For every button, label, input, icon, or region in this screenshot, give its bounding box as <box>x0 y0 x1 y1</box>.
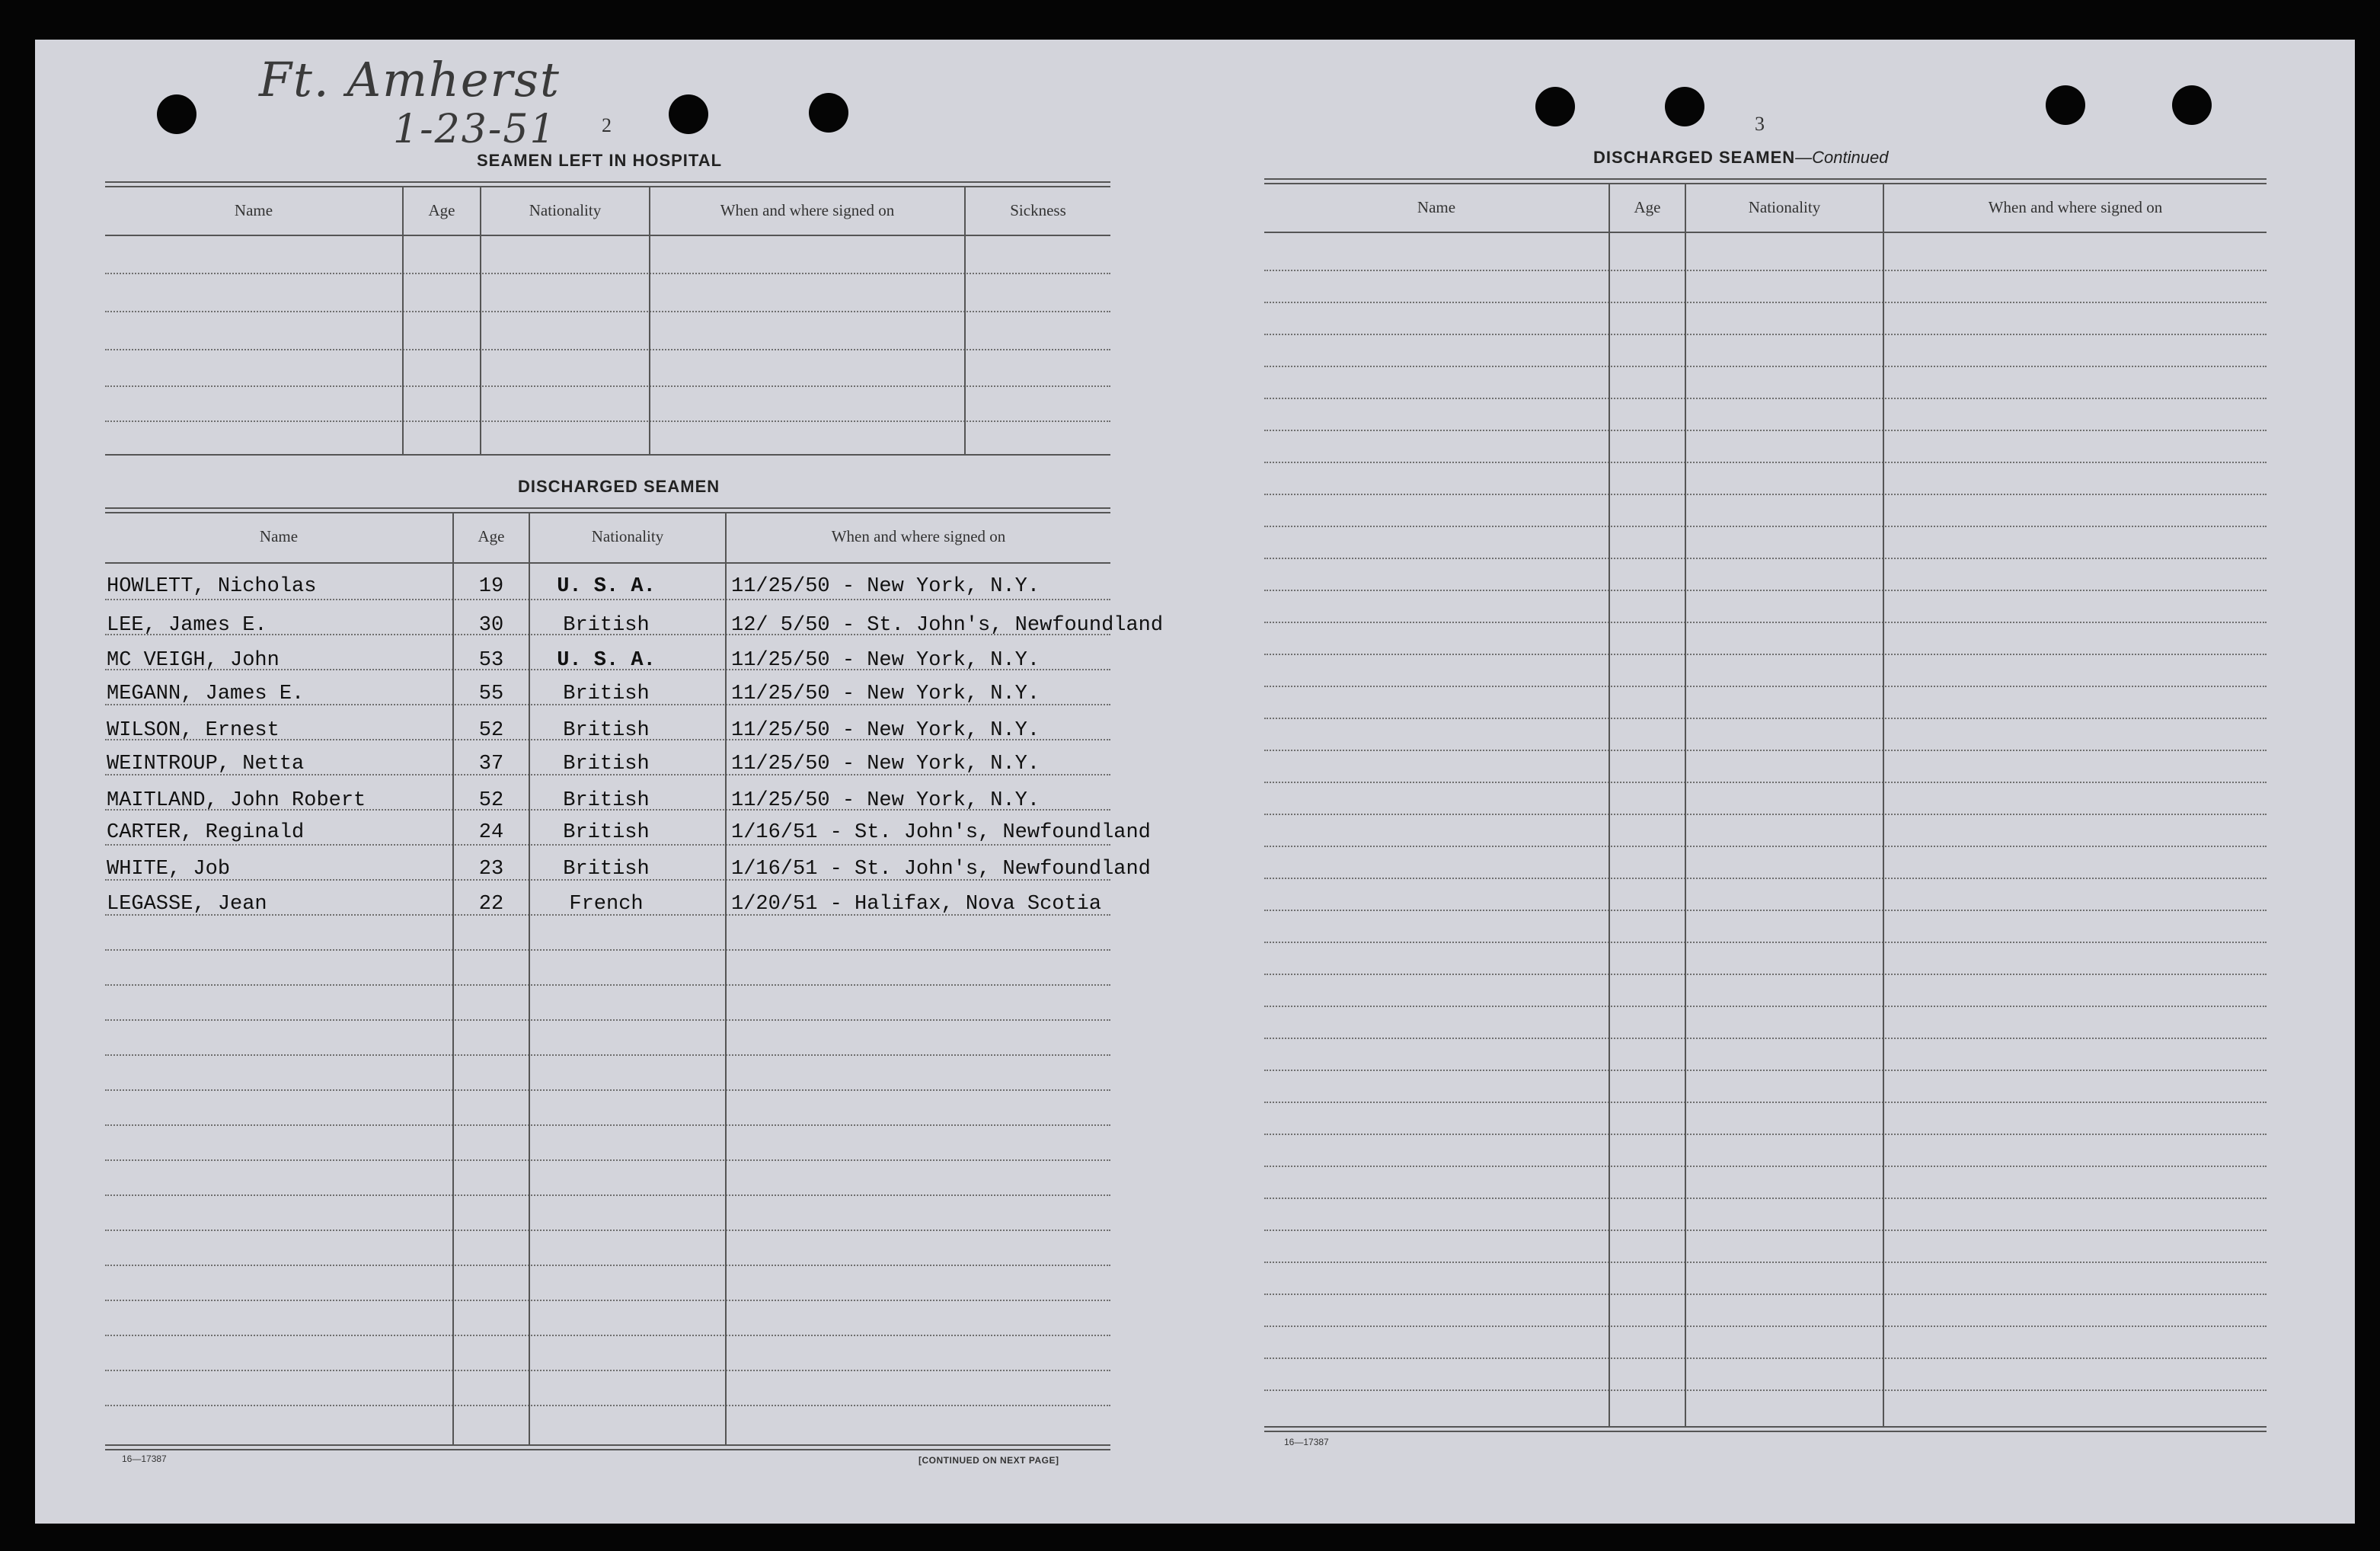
seaman-signed-on: 11/25/50 - New York, N.Y. <box>731 683 1040 705</box>
discharged-section-title: DISCHARGED SEAMEN <box>518 477 720 496</box>
seaman-nationality: British <box>563 614 650 637</box>
column-divider <box>480 186 481 456</box>
seaman-signed-on: 1/16/51 - St. John's, Newfoundland <box>731 858 1151 881</box>
seaman-age: 52 <box>478 789 504 812</box>
seaman-signed-on: 1/16/51 - St. John's, Newfoundland <box>731 821 1151 844</box>
right-header-name: Name <box>1417 198 1456 216</box>
column-divider <box>1883 184 1884 1428</box>
punch-hole <box>2172 85 2212 125</box>
ruled-line <box>1264 910 2267 911</box>
table-rule <box>105 1449 1110 1450</box>
seaman-age: 53 <box>478 649 504 672</box>
column-divider <box>649 186 650 456</box>
seaman-name: WEINTROUP, Netta <box>107 753 305 776</box>
seaman-signed-on: 11/25/50 - New York, N.Y. <box>731 719 1040 742</box>
ruled-line <box>1264 398 2267 399</box>
hospital-header-sickness: Sickness <box>1010 201 1066 219</box>
ruled-line <box>1264 302 2267 303</box>
ruled-line <box>1264 942 2267 943</box>
seaman-age: 37 <box>478 753 504 776</box>
seaman-signed-on: 11/25/50 - New York, N.Y. <box>731 575 1040 598</box>
punch-hole <box>1665 87 1704 126</box>
hospital-section-title: SEAMEN LEFT IN HOSPITAL <box>477 151 723 170</box>
handwritten-vessel-name: Ft. Amherst <box>259 52 561 107</box>
seaman-age: 52 <box>478 719 504 742</box>
ruled-line <box>105 273 1110 274</box>
table-rule <box>1264 183 2267 184</box>
right-header-age: Age <box>1634 198 1661 216</box>
discharged-header-age: Age <box>478 527 505 545</box>
ruled-line <box>1264 622 2267 623</box>
ruled-line <box>1264 494 2267 495</box>
seaman-name: LEE, James E. <box>107 614 267 637</box>
table-rule <box>1264 232 2267 233</box>
ruled-line <box>1264 1134 2267 1135</box>
ruled-line <box>105 1230 1110 1231</box>
ruled-line <box>105 311 1110 312</box>
seaman-name: WHITE, Job <box>107 858 231 881</box>
column-divider <box>1685 184 1686 1428</box>
ruled-line <box>105 1370 1110 1371</box>
table-rule <box>105 512 1110 513</box>
continued-suffix: —Continued <box>1795 148 1889 167</box>
ruled-line <box>105 1124 1110 1126</box>
seaman-signed-on: 1/20/51 - Halifax, Nova Scotia <box>731 893 1102 916</box>
ruled-line <box>105 599 1110 600</box>
table-rule <box>1264 1431 2267 1432</box>
seaman-signed-on: 12/ 5/50 - St. John's, Newfoundland <box>731 614 1164 637</box>
seaman-name: MC VEIGH, John <box>107 649 280 672</box>
ruled-line <box>1264 526 2267 527</box>
ruled-line <box>1264 846 2267 847</box>
ruled-line <box>105 1194 1110 1196</box>
ruled-line <box>105 1265 1110 1266</box>
column-divider <box>964 186 966 456</box>
seaman-name: LEGASSE, Jean <box>107 893 267 916</box>
ruled-line <box>105 984 1110 986</box>
table-rule <box>105 235 1110 236</box>
column-divider <box>1608 184 1610 1428</box>
ruled-line <box>1264 1166 2267 1167</box>
seaman-nationality: French <box>569 893 644 916</box>
ruled-line <box>1264 558 2267 559</box>
hospital-header-nationality: Nationality <box>529 201 602 219</box>
ruled-line <box>1264 654 2267 655</box>
ruled-line <box>105 844 1110 846</box>
hospital-header-age: Age <box>428 201 455 219</box>
seaman-age: 23 <box>478 858 504 881</box>
continued-note: [CONTINUED ON NEXT PAGE] <box>918 1455 1059 1466</box>
seaman-age: 22 <box>478 893 504 916</box>
ruled-line <box>1264 430 2267 431</box>
table-rule <box>105 181 1110 183</box>
ruled-line <box>1264 270 2267 271</box>
form-number: 16—17387 <box>122 1453 167 1464</box>
table-rule <box>1264 1426 2267 1428</box>
seaman-name: WILSON, Ernest <box>107 719 280 742</box>
seaman-signed-on: 11/25/50 - New York, N.Y. <box>731 789 1040 812</box>
discharged-header-signed-on: When and where signed on <box>831 527 1006 545</box>
ruled-line <box>1264 974 2267 975</box>
ruled-line <box>1264 878 2267 879</box>
table-rule <box>105 186 1110 187</box>
page-number: 2 <box>602 114 612 136</box>
table-rule <box>105 507 1110 509</box>
ruled-line <box>105 1335 1110 1336</box>
seaman-age: 55 <box>478 683 504 705</box>
ruled-line <box>1264 366 2267 367</box>
seaman-name: CARTER, Reginald <box>107 821 305 844</box>
ruled-line <box>1264 782 2267 783</box>
ruled-line <box>1264 686 2267 687</box>
ruled-line <box>105 1159 1110 1161</box>
ruled-line <box>1264 1294 2267 1295</box>
table-rule <box>105 1444 1110 1446</box>
seaman-nationality: British <box>563 789 650 812</box>
punch-hole <box>2046 85 2085 125</box>
ruled-line <box>105 1054 1110 1056</box>
seaman-nationality: British <box>563 683 650 705</box>
seaman-age: 30 <box>478 614 504 637</box>
seaman-nationality: British <box>563 719 650 742</box>
form-number: 16—17387 <box>1284 1437 1329 1447</box>
seaman-nationality: U. S. A. <box>557 575 656 598</box>
punch-hole <box>809 93 848 133</box>
ruled-line <box>1264 1262 2267 1263</box>
hospital-header-name: Name <box>234 201 273 219</box>
table-rule <box>105 562 1110 564</box>
ruled-line <box>1264 1102 2267 1103</box>
seaman-age: 19 <box>478 575 504 598</box>
ruled-line <box>105 421 1110 422</box>
page-number: 3 <box>1755 113 1765 135</box>
seaman-nationality: U. S. A. <box>557 649 656 672</box>
column-divider <box>725 513 727 1444</box>
punch-hole <box>669 94 708 134</box>
ruled-line <box>105 1089 1110 1091</box>
ruled-line <box>1264 814 2267 815</box>
ruled-line <box>1264 1038 2267 1039</box>
hospital-header-signed-on: When and where signed on <box>720 201 895 219</box>
seaman-name: HOWLETT, Nicholas <box>107 575 317 598</box>
ruled-line <box>105 1019 1110 1021</box>
ruled-line <box>1264 1326 2267 1327</box>
ruled-line <box>105 349 1110 350</box>
seaman-name: MAITLAND, John Robert <box>107 789 366 812</box>
ruled-line <box>105 1405 1110 1406</box>
ruled-line <box>1264 462 2267 463</box>
right-header-signed-on: When and where signed on <box>1988 198 2163 216</box>
seaman-nationality: British <box>563 858 650 881</box>
discharged-header-nationality: Nationality <box>591 527 664 545</box>
ruled-line <box>1264 1390 2267 1391</box>
ruled-line <box>1264 750 2267 751</box>
ruled-line <box>1264 718 2267 719</box>
seaman-signed-on: 11/25/50 - New York, N.Y. <box>731 753 1040 776</box>
punch-hole <box>1535 87 1575 126</box>
ruled-line <box>105 949 1110 951</box>
discharged-header-name: Name <box>259 527 299 545</box>
ruled-line <box>1264 1358 2267 1359</box>
ruled-line <box>1264 1006 2267 1007</box>
seaman-nationality: British <box>563 753 650 776</box>
punch-hole <box>157 94 196 134</box>
ruled-line <box>1264 334 2267 335</box>
handwritten-date: 1-23-51 <box>393 107 557 152</box>
ruled-line <box>1264 1230 2267 1231</box>
seaman-age: 24 <box>478 821 504 844</box>
ruled-line <box>1264 1070 2267 1071</box>
seaman-nationality: British <box>563 821 650 844</box>
ruled-line <box>105 385 1110 387</box>
ruled-line <box>1264 1198 2267 1199</box>
column-divider <box>402 186 404 456</box>
right-header-nationality: Nationality <box>1748 198 1821 216</box>
discharged-continued-title-text: DISCHARGED SEAMEN <box>1593 148 1796 167</box>
discharged-continued-title <box>1593 148 1888 168</box>
seaman-signed-on: 11/25/50 - New York, N.Y. <box>731 649 1040 672</box>
ruled-line <box>105 1300 1110 1301</box>
table-rule <box>105 454 1110 456</box>
seaman-name: MEGANN, James E. <box>107 683 305 705</box>
table-rule <box>1264 178 2267 180</box>
ruled-line <box>1264 590 2267 591</box>
